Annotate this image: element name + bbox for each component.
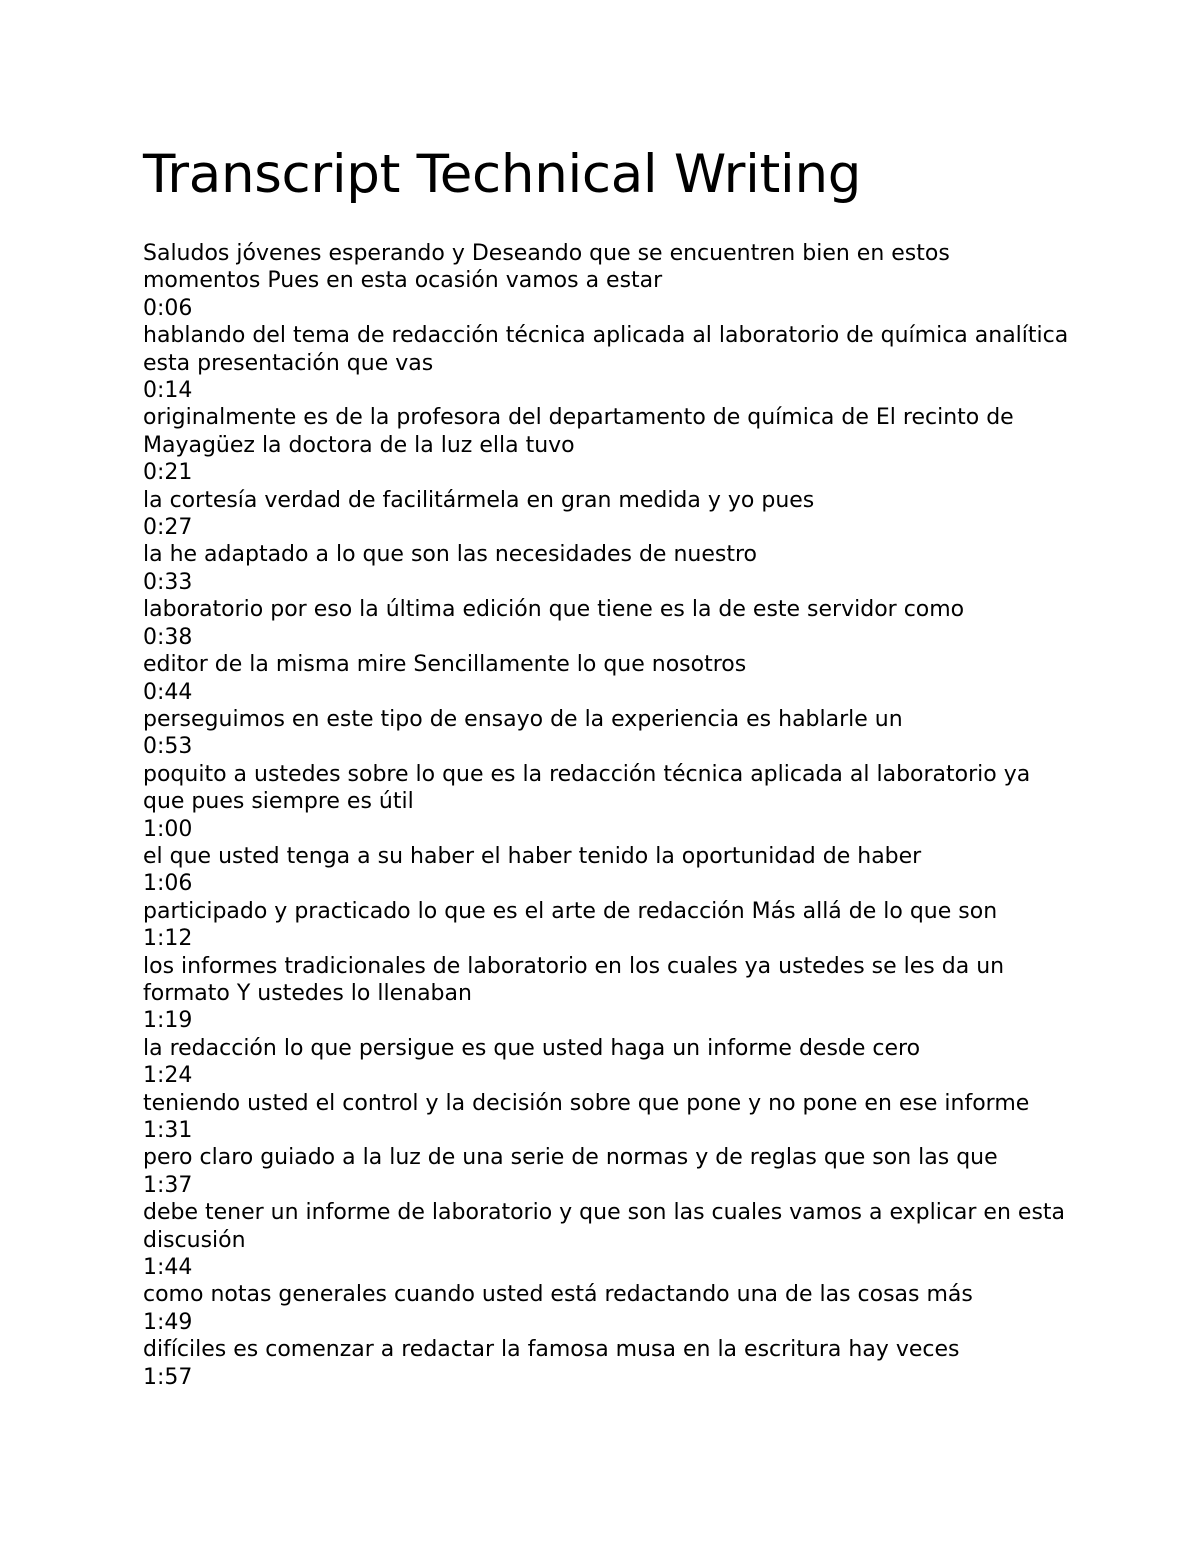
timestamp: 1:00 (143, 816, 193, 842)
transcript-text: editor de la misma mire Sencillamente lo que nosotros (143, 652, 747, 678)
transcript-text: pero claro guiado a la luz de una serie de normas y de reglas que son las que (143, 1145, 998, 1171)
timestamp: 0:14 (143, 378, 193, 404)
transcript-text: la cortesía verdad de facilitármela en gran medida y yo pues (143, 487, 815, 513)
transcript-text: como notas generales cuando usted está redactando una de las cosas más (143, 1282, 973, 1308)
timestamp: 1:24 (143, 1063, 193, 1089)
timestamp: 1:06 (143, 871, 193, 897)
timestamp: 0:27 (143, 515, 193, 541)
timestamp: 0:33 (143, 569, 193, 595)
transcript-text: teniendo usted el control y la decisión sobre que pone y no pone en ese informe (143, 1090, 1030, 1116)
timestamp: 1:31 (143, 1118, 193, 1143)
timestamp: 0:38 (143, 624, 193, 650)
transcript-text: participado y practicado lo que es el arte de redacción Más allá de lo que son (143, 898, 998, 924)
timestamp: 0:21 (143, 460, 193, 486)
transcript-text: perseguimos en este tipo de ensayo de la experiencia es hablarle un (143, 706, 903, 732)
document-page (143, 136, 1073, 1391)
transcript-text: el que usted tenga a su haber el haber tenido la oportunidad de haber (143, 843, 922, 869)
transcript-text: la redacción lo que persigue es que usted haga un informe desde cero (143, 1035, 921, 1061)
timestamp: 1:44 (143, 1255, 193, 1281)
timestamp: 0:53 (143, 734, 193, 760)
transcript-text: la he adaptado a lo que son las necesidades de nuestro (143, 542, 757, 568)
transcript-text: debe tener un informe de laboratorio y que son las cuales vamos a explicar en esta discusión (143, 1200, 1066, 1253)
timestamp: 1:49 (143, 1309, 193, 1335)
transcript-text: originalmente es de la profesora del departamento de química de El recinto de Mayagüez la doctora de la luz ella tuvo (143, 405, 1014, 458)
document-title: Transcript Technical Writing (143, 144, 862, 205)
transcript-text: hablando del tema de redacción técnica aplicada al laboratorio de química analítica esta presentación que vas (143, 323, 1069, 376)
timestamp: 1:12 (143, 926, 193, 952)
timestamp: 1:57 (143, 1364, 193, 1390)
transcript-text: los informes tradicionales de laboratorio en los cuales ya ustedes se les da un formato Y ustedes lo llenaban (143, 953, 1005, 1006)
transcript-text: difíciles es comenzar a redactar la famosa musa en la escritura hay veces (143, 1337, 960, 1363)
transcript-text: poquito a ustedes sobre lo que es la redacción técnica aplicada al laboratorio ya que pues siempre es útil (143, 761, 1031, 815)
timestamp: 0:06 (143, 295, 193, 321)
timestamp: 1:37 (143, 1172, 193, 1198)
transcript-body (143, 240, 1073, 1391)
transcript-text: Saludos jóvenes esperando y Deseando que se encuentren bien en estos momentos Pues en esta ocasión vamos a estar (143, 241, 950, 294)
transcript-text: laboratorio por eso la última edición que tiene es la de este servidor como (143, 597, 965, 623)
timestamp: 1:19 (143, 1008, 193, 1034)
timestamp: 0:44 (143, 679, 193, 705)
